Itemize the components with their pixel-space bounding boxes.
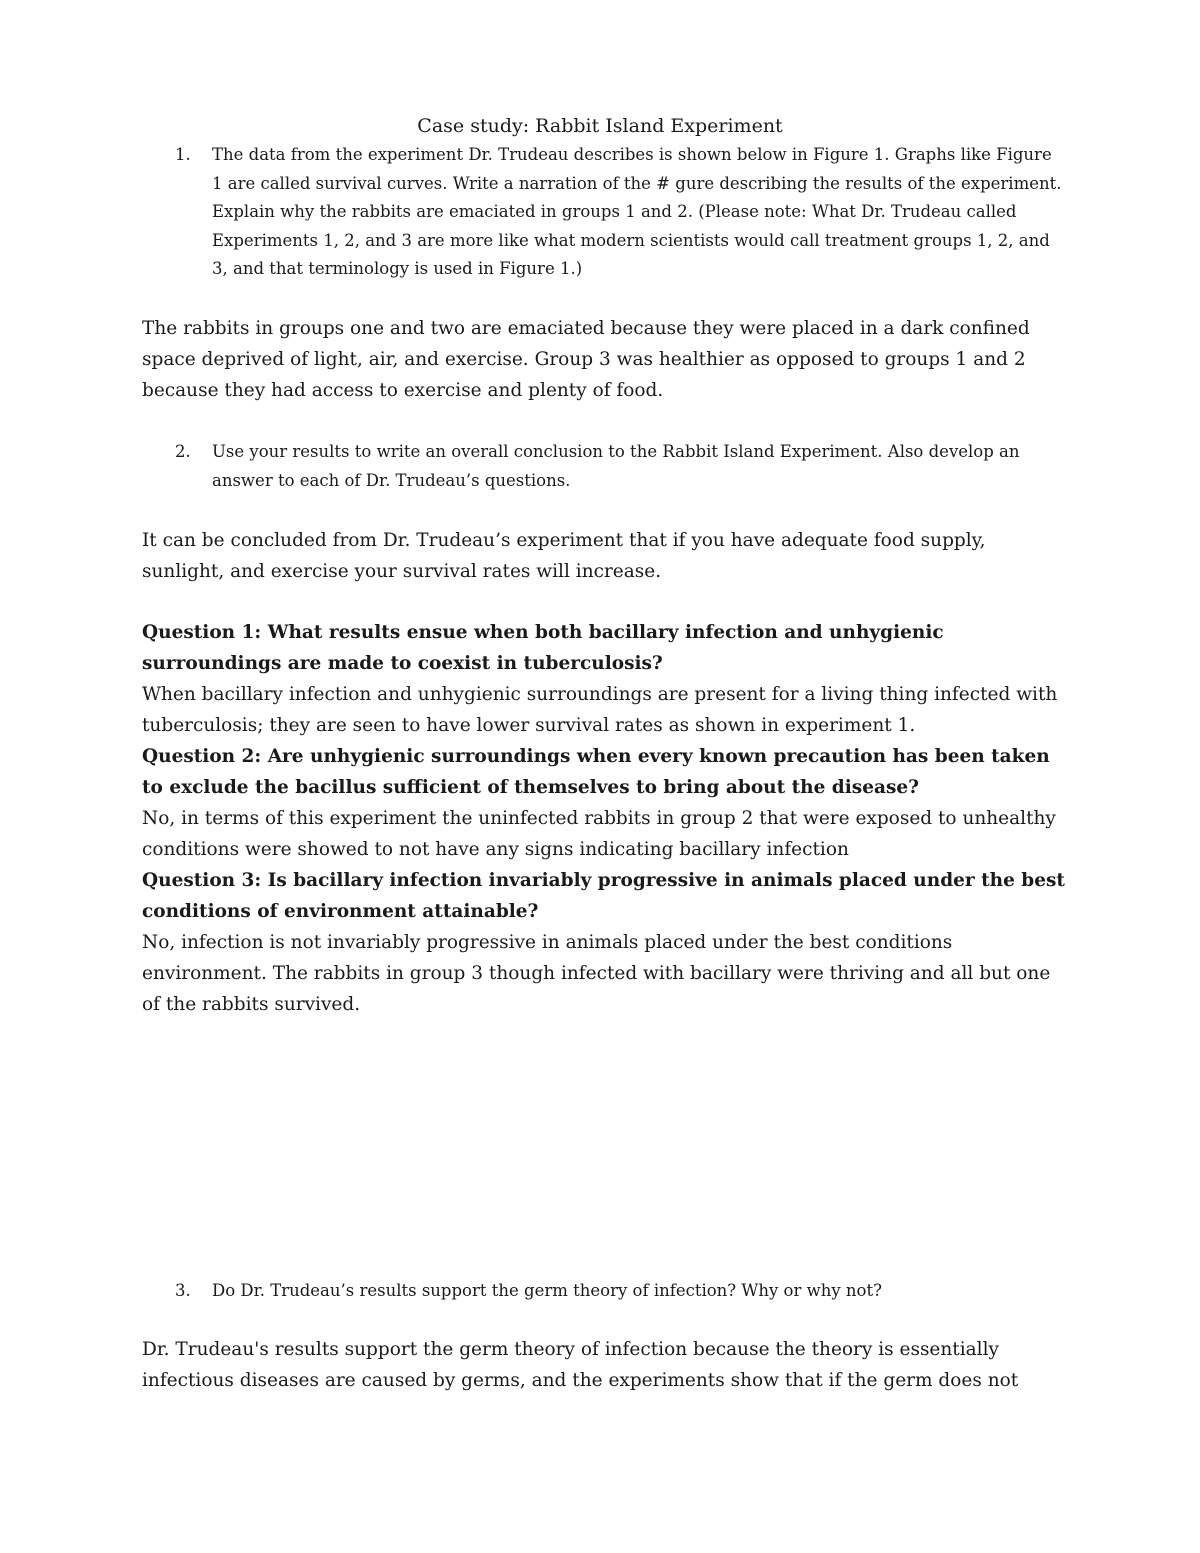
- question-text: The data from the experiment Dr. Trudeau describes is shown below in Figure 1. Graphs like Figure 1 are called survival curves. Write a narration of the # gure describing the results of the experiment. Explain why the rabbits are emaciated in groups 1 and 2. (Please note: What Dr. Trudeau called Experiments 1, 2, and 3 are more like what modern scientists would call treatment groups 1, 2, and 3, and that terminology is used in Figure 1.): [212, 145, 1062, 278]
- trudeau-question-3: Question 3: Is bacillary infection invariably progressive in animals placed under the best conditions of environment attainable?: [142, 870, 1065, 922]
- question-number: 3.: [175, 1281, 191, 1300]
- trudeau-answer-1: When bacillary infection and unhygienic surroundings are present for a living thing infected with tuberculosis; they are seen to have lower survival rates as shown in experiment 1.: [142, 684, 1058, 736]
- page-title: Case study: Rabbit Island Experiment: [417, 115, 783, 137]
- answer-3: Dr. Trudeau's results support the germ theory of infection because the theory is essentially infectious diseases are caused by germs, and the experiments show that if the germ does not: [142, 1339, 1019, 1391]
- question-text: Use your results to write an overall conclusion to the Rabbit Island Experiment. Also develop an answer to each of Dr. Trudeau’s questions.: [212, 442, 1020, 490]
- question-number: 1.: [175, 145, 191, 164]
- trudeau-question-1: Question 1: What results ensue when both bacillary infection and unhygienic surroundings are made to coexist in tuberculosis?: [142, 622, 944, 674]
- trudeau-answer-3: No, infection is not invariably progressive in animals placed under the best conditions environment. The rabbits in group 3 though infected with bacillary were thriving and all but one of the rabbits survived.: [142, 932, 1051, 1015]
- trudeau-question-2: Question 2: Are unhygienic surroundings when every known precaution has been taken to exclude the bacillus sufficient of themselves to bring about the disease?: [142, 746, 1050, 798]
- question-text: Do Dr. Trudeau’s results support the germ theory of infection? Why or why not?: [212, 1281, 882, 1300]
- answer-2: It can be concluded from Dr. Trudeau’s experiment that if you have adequate food supply, sunlight, and exercise your survival rates will increase.: [142, 530, 986, 582]
- trudeau-qa-block: [142, 617, 1072, 1020]
- question-number: 2.: [175, 442, 191, 461]
- trudeau-answer-2: No, in terms of this experiment the uninfected rabbits in group 2 that were exposed to unhealthy conditions were showed to not have any signs indicating bacillary infection: [142, 808, 1056, 860]
- answer-1: The rabbits in groups one and two are emaciated because they were placed in a dark confined space deprived of light, air, and exercise. Group 3 was healthier as opposed to groups 1 and 2 because they had access to exercise and plenty of food.: [142, 318, 1030, 401]
